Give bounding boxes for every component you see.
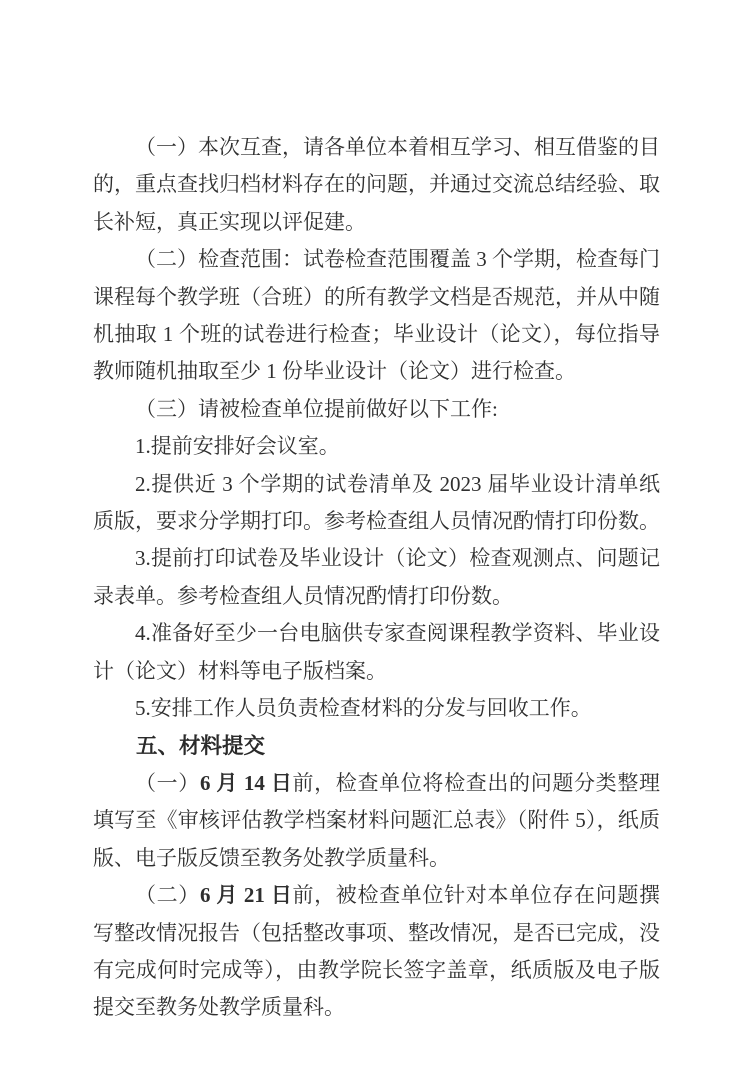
paragraph (93, 615, 660, 690)
paragraph (93, 428, 660, 465)
paragraph (93, 391, 660, 428)
text-run: 1.提前安排好会议室。 (135, 434, 340, 459)
paragraph (93, 540, 660, 615)
paragraph (93, 241, 660, 391)
text-run: 4.准备好至少一台电脑供专家查阅课程教学资料、毕业设计（论文）材料等电子版档案。 (93, 621, 660, 683)
text-run: （二） (135, 883, 200, 908)
text-run: 3.提前打印试卷及毕业设计（论文）检查观测点、问题记录表单。参考检查组人员情况酌情打印份数。 (93, 546, 660, 608)
text-run: 2.提供近 3 个学期的试卷清单及 2023 届毕业设计清单纸质版，要求分学期打印。参考检查组人员情况酌情打印份数。 (93, 471, 660, 534)
document-body (93, 129, 660, 1027)
paragraph (93, 466, 660, 541)
bold-text-run: 五、材料提交 (136, 733, 266, 758)
text-run: 前，检查单位将检查出的问题分类整理填写至《审核评估教学档案材料问题汇总表》（附件 5），纸质版、电子版反馈至教务处教学质量科。 (93, 770, 660, 870)
text-run: （二）检查范围：试卷检查范围覆盖 3 个学期，检查每门课程每个教学班（合班）的所有教学文档是否规范，并从中随机抽取 1 个班的试卷进行检查；毕业设计（论文），每位指导教师随机抽取至少 1 份毕业设计（论文）进行检查。 (93, 247, 660, 384)
text-run: （一） (135, 770, 200, 795)
text-run: 5.安排工作人员负责检查材料的分发与回收工作。 (135, 696, 592, 721)
paragraph (93, 765, 660, 877)
bold-text-run: 6 月 14 日 (199, 770, 293, 795)
bold-text-run: 6 月 21 日 (199, 883, 293, 908)
paragraph (93, 129, 660, 241)
paragraph (93, 877, 660, 1027)
text-run: （一）本次互查，请各单位本着相互学习、相互借鉴的目的，重点查找归档材料存在的问题，并通过交流总结经验、取长补短，真正实现以评促建。 (93, 135, 660, 234)
section-heading (93, 728, 660, 765)
paragraph (93, 690, 660, 727)
text-run: （三）请被检查单位提前做好以下工作: (135, 396, 498, 421)
text-run: 前，被检查单位针对本单位存在问题撰写整改情况报告（包括整改事项、整改情况，是否已完成，没有完成何时完成等），由教学院长签字盖章，纸质版及电子版提交至教务处教学质量科。 (93, 883, 660, 1020)
